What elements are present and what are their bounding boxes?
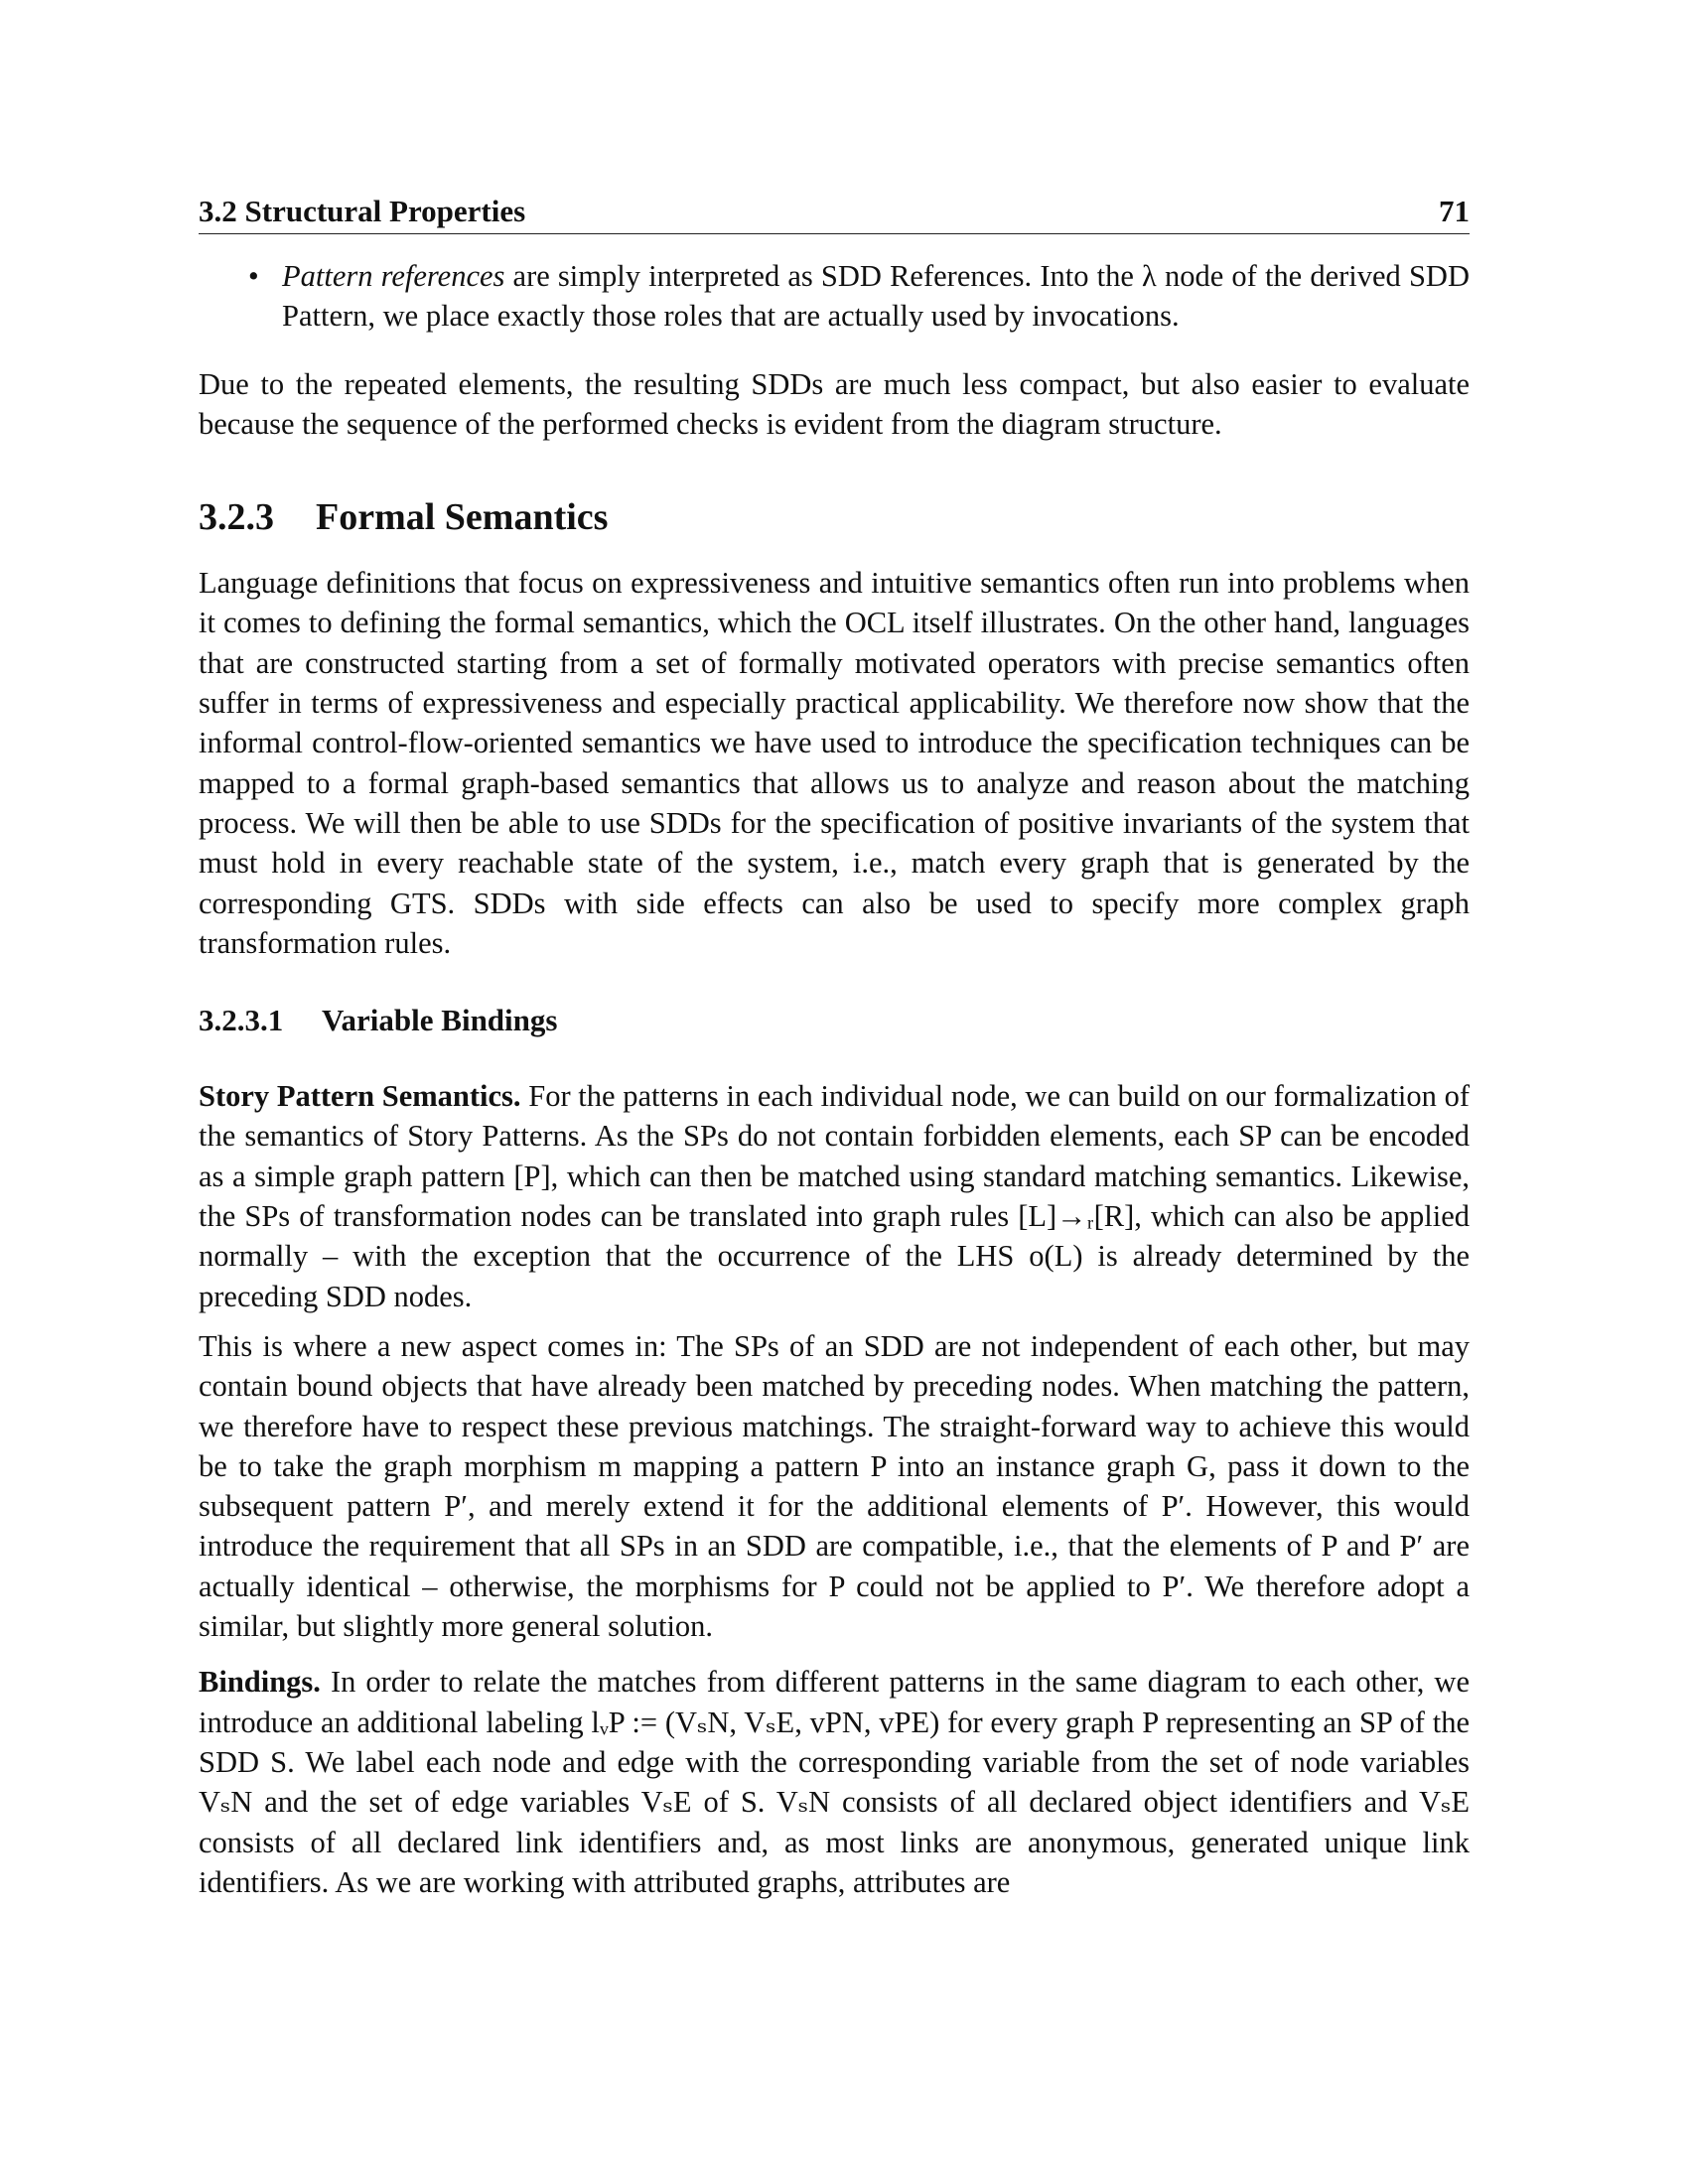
bullet-lead: Pattern references: [282, 259, 505, 293]
paragraph-story-pattern-semantics: [199, 1076, 1470, 1316]
running-header: [199, 194, 1470, 234]
paragraph-repeated-elements: Due to the repeated elements, the resulting SDDs are much less compact, but also easier to evaluate because the sequence of the performed checks is evident from the diagram structure.: [199, 366, 1470, 441]
bullet-list: [199, 256, 1470, 337]
run-in-heading: Bindings.: [199, 1665, 321, 1700]
paragraph-formal-semantics: Language definitions that focus on expressiveness and intuitive semantics often run into problems when it comes to defining the formal semantics, which the OCL itself illustrates. On the other hand, languages that are constructed starting from a set of formally motivated operators with precise semantics often suffer in terms of expressiveness and especially practical applicability. We therefore now show that the informal control-flow-oriented semantics we have used to introduce the specification techniques can be mapped to a formal graph-based semantics that allows us to analyze and reason about the matching process. We will then be able to use SDDs for the specification of positive invariants of the system that must hold in every reachable state of the system, i.e., match every graph that is generated by the corresponding GTS. SDDs with side effects can also be used to specify more complex graph transformation rules.: [199, 566, 1470, 960]
list-item: [199, 256, 1470, 337]
paragraph-text: In order to relate the matches from different patterns in the same diagram to each other, we introduce an additional labeling lᵥP := (VₛN, VₛE, vPN, vPE) for every graph P representing an SP of the SDD S. We label each node and edge with the corresponding variable from the set of node variables VₛN and the set of edge variables VₛE of S. VₛN consists of all declared object identifiers and VₛE consists of all declared link identifiers and, as most links are anonymous, generated unique link identifiers. As we are working with attributed graphs, attributes are: [199, 1665, 1470, 1899]
header-section-title: 3.2 Structural Properties: [199, 194, 526, 228]
subsection-number: 3.2.3.1: [199, 1003, 284, 1038]
bullet-icon: •: [248, 259, 259, 293]
page: [199, 194, 1470, 1902]
page-number: 71: [1439, 194, 1470, 228]
bullet-text: are simply interpreted as SDD References. Into the λ node of the derived SDD Pattern, we place exactly those roles that are actually used by invocations.: [282, 259, 1470, 334]
section-title: Formal Semantics: [316, 496, 609, 539]
subsection-heading-3-2-3-1: [199, 1003, 1470, 1038]
paragraph-bindings: [199, 1662, 1470, 1902]
paragraph-text: For the patterns in each individual node, we can build on our formalization of the semantics of Story Patterns. As the SPs do not contain forbidden elements, each SP can be encoded as a simple graph pattern [P], which can then be matched using standard matching semantics. Likewise, the SPs of transformation nodes can be translated into graph rules [L]→ᵣ[R], which can also be applied normally – with the exception that the occurrence of the LHS o(L) is already determined by the preceding SDD nodes.: [199, 1079, 1470, 1313]
section-number: 3.2.3: [199, 496, 274, 539]
paragraph-new-aspect: This is where a new aspect comes in: The SPs of an SDD are not independent of each other, but may contain bound objects that have already been matched by preceding nodes. When matching the pattern, we therefore have to respect these previous matchings. The straight-forward way to achieve this would be to take the graph morphism m mapping a pattern P into an instance graph G, pass it down to the subsequent pattern P′, and merely extend it for the additional elements of P′. However, this would introduce the requirement that all SPs in an SDD are compatible, i.e., that the elements of P and P′ are actually identical – otherwise, the morphisms for P could not be applied to P′. We therefore adopt a similar, but slightly more general solution.: [199, 1328, 1470, 1644]
run-in-heading: Story Pattern Semantics.: [199, 1079, 521, 1114]
subsection-title: Variable Bindings: [322, 1003, 558, 1038]
section-heading-3-2-3: [199, 495, 1470, 539]
